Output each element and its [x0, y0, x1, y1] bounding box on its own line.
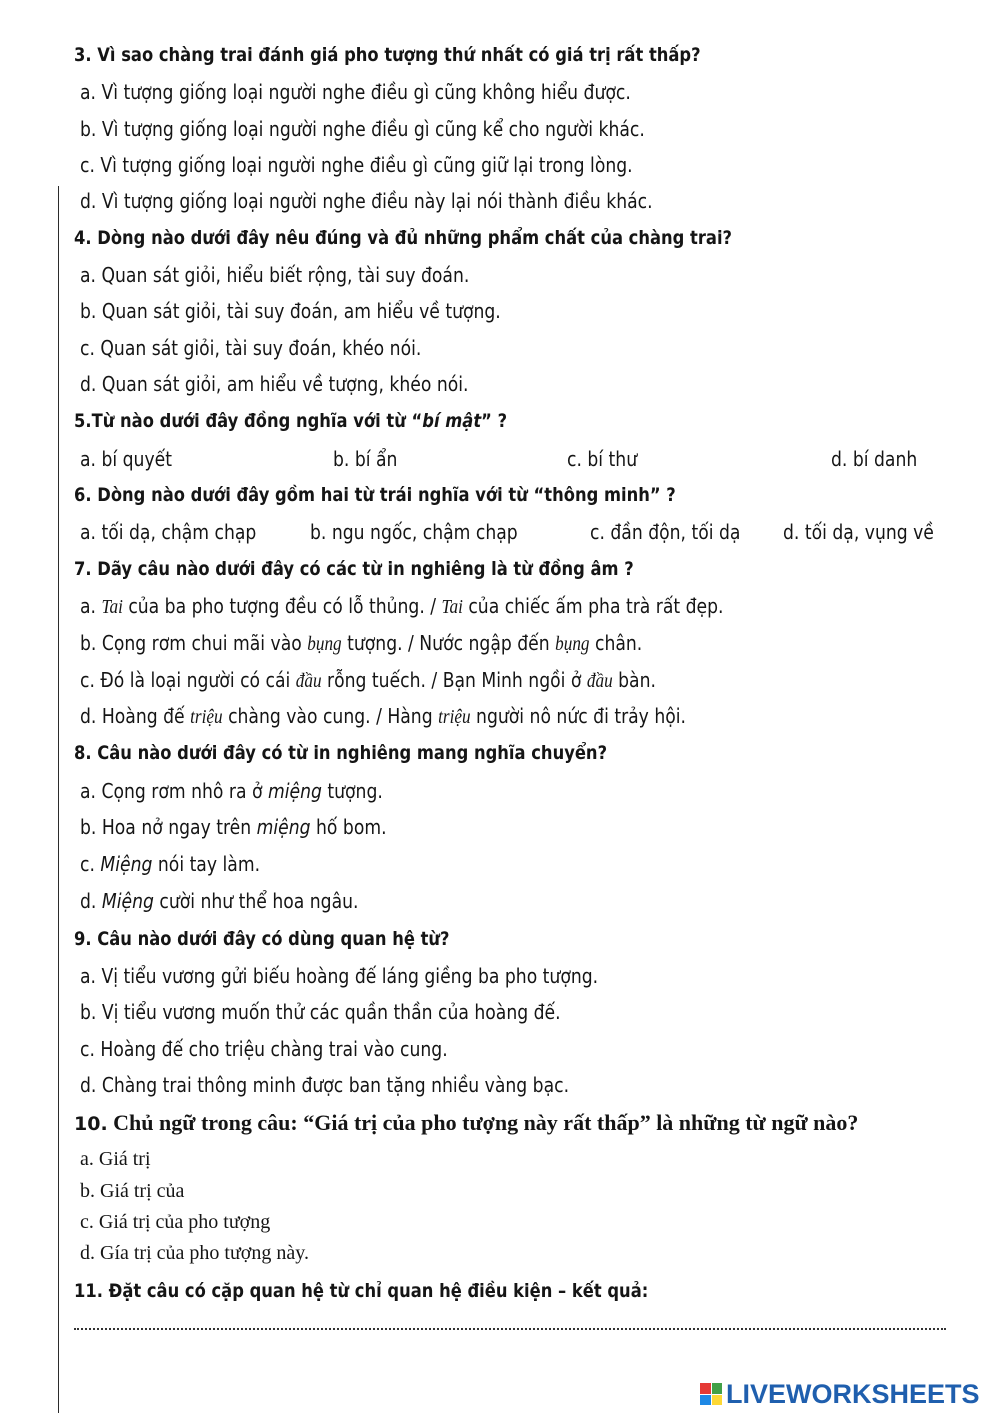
question-8-option-a[interactable]	[80, 779, 383, 803]
q8d-text-1: d.	[80, 889, 102, 913]
question-3-option-d[interactable]: d. Vì tượng giống loại người nghe điều này lại nói thành điều khác.	[80, 189, 653, 213]
q7b-emphasis-2: bụng	[555, 633, 590, 655]
question-10-number: 10.	[74, 1113, 108, 1135]
liveworksheets-logo-text: LIVEWORKSHEETS	[726, 1378, 980, 1409]
answer-dotted-line[interactable]	[74, 1328, 946, 1330]
q7a-text-3: của chiếc ấm pha trà rất đẹp.	[462, 594, 724, 618]
question-5-option-a[interactable]: a. bí quyết	[80, 447, 172, 471]
question-7-title: 7. Dãy câu nào dưới đây có các từ in nghiêng là từ đồng âm ?	[74, 558, 634, 580]
question-5-option-b[interactable]: b. bí ẩn	[333, 447, 398, 471]
question-4-option-d[interactable]: d. Quan sát giỏi, am hiểu về tượng, khéo nói.	[80, 372, 469, 396]
q8b-text-2: hố bom.	[310, 815, 387, 839]
question-6-option-b[interactable]: b. ngu ngốc, chậm chạp	[310, 520, 518, 544]
question-8-option-b[interactable]	[80, 815, 387, 839]
q8a-text-1: a. Cọng rơm nhô ra ở	[80, 779, 268, 803]
question-9-option-b[interactable]: b. Vị tiểu vương muốn thử các quần thần của hoàng đế.	[80, 1000, 561, 1024]
q8d-emphasis: Miệng	[101, 889, 154, 913]
question-6-option-a[interactable]: a. tối dạ, chậm chạp	[80, 520, 257, 544]
q7d-emphasis-1: triệu	[190, 706, 223, 728]
q7b-text-2: tượng. / Nước ngập đến	[341, 631, 556, 655]
question-5-title	[74, 410, 507, 432]
q7a-text-2: của ba pho tượng đều có lỗ thủng. /	[122, 594, 442, 618]
q7c-text-3: bàn.	[612, 668, 656, 692]
question-10-option-a[interactable]: a. Giá trị	[80, 1148, 151, 1170]
q7d-emphasis-2: triệu	[438, 706, 471, 728]
question-6-option-d[interactable]: d. tối dạ, vụng về	[783, 520, 934, 544]
question-10-title	[74, 1110, 858, 1136]
q7c-text-2: rỗng tuếch. / Bạn Minh ngồi ở	[321, 668, 587, 692]
q7c-emphasis-2: đầu	[586, 670, 613, 692]
q8b-emphasis: miệng	[256, 815, 311, 839]
question-4-option-c[interactable]: c. Quan sát giỏi, tài suy đoán, khéo nói.	[80, 336, 422, 360]
q8c-text-1: c.	[80, 852, 101, 876]
question-4-option-b[interactable]: b. Quan sát giỏi, tài suy đoán, am hiểu về tượng.	[80, 299, 501, 323]
question-8-title: 8. Câu nào dưới đây có từ in nghiêng mang nghĩa chuyển?	[74, 742, 608, 764]
q7b-emphasis-1: bụng	[307, 633, 342, 655]
q7d-text-3: người nô nức đi trảy hội.	[470, 704, 687, 728]
question-10-option-d[interactable]: d. Gía trị của pho tượng này.	[80, 1242, 309, 1264]
question-8-option-d[interactable]	[80, 889, 359, 913]
question-9-option-c[interactable]: c. Hoàng đế cho triệu chàng trai vào cung.	[80, 1037, 448, 1061]
q7c-text-1: c. Đó là loại người có cái	[80, 668, 296, 692]
q8a-text-2: tượng.	[321, 779, 383, 803]
question-7-option-a[interactable]	[80, 594, 723, 619]
question-7-option-b[interactable]	[80, 631, 642, 656]
q7a-text-1: a.	[80, 594, 102, 618]
q7b-text-3: chân.	[589, 631, 643, 655]
question-5-option-d[interactable]: d. bí danh	[831, 447, 918, 471]
question-3-option-a[interactable]: a. Vì tượng giống loại người nghe điều gì cũng không hiểu được.	[80, 80, 631, 104]
question-4-option-a[interactable]: a. Quan sát giỏi, hiểu biết rộng, tài suy đoán.	[80, 263, 470, 287]
q8b-text-1: b. Hoa nở ngay trên	[80, 815, 257, 839]
question-4-title: 4. Dòng nào dưới đây nêu đúng và đủ những phẩm chất của chàng trai?	[74, 227, 733, 249]
liveworksheets-logo	[700, 1378, 980, 1410]
question-3-title: 3. Vì sao chàng trai đánh giá pho tượng thứ nhất có giá trị rất thấp?	[74, 44, 701, 66]
q7a-emphasis-1: Tai	[101, 596, 123, 618]
question-6-option-c[interactable]: c. đần độn, tối dạ	[590, 520, 741, 544]
liveworksheets-logo-icon	[700, 1383, 722, 1405]
q8c-text-2: nói tay làm.	[152, 852, 261, 876]
question-8-option-c[interactable]	[80, 852, 260, 876]
q7d-text-2: chàng vào cung. / Hàng	[222, 704, 439, 728]
question-9-option-d[interactable]: d. Chàng trai thông minh được ban tặng nhiều vàng bạc.	[80, 1073, 570, 1097]
question-9-option-a[interactable]: a. Vị tiểu vương gửi biếu hoàng đế láng giềng ba pho tượng.	[80, 964, 599, 988]
question-7-option-c[interactable]	[80, 668, 656, 693]
question-10-text: Chủ ngữ trong câu: “Giá trị của pho tượng này rất thấp” là những từ ngữ nào?	[107, 1110, 859, 1135]
q7a-emphasis-2: Tai	[441, 596, 463, 618]
question-5-option-c[interactable]: c. bí thư	[567, 447, 638, 471]
question-10-option-c[interactable]: c. Giá trị của pho tượng	[80, 1211, 271, 1233]
q7c-emphasis-1: đầu	[295, 670, 322, 692]
question-7-option-d[interactable]	[80, 704, 686, 729]
question-5-title-suffix: ” ?	[481, 410, 508, 432]
question-3-option-b[interactable]: b. Vì tượng giống loại người nghe điều gì cũng kể cho người khác.	[80, 117, 645, 141]
question-6-title: 6. Dòng nào dưới đây gồm hai từ trái nghĩa với từ “thông minh” ?	[74, 484, 676, 506]
question-9-title: 9. Câu nào dưới đây có dùng quan hệ từ?	[74, 928, 450, 950]
q8c-emphasis: Miệng	[100, 852, 153, 876]
question-5-title-emphasis: bí mật	[422, 410, 482, 432]
question-10-option-b[interactable]: b. Giá trị của	[80, 1180, 185, 1202]
q7d-text-1: d. Hoàng đế	[80, 704, 191, 728]
question-5-title-prefix: 5.Từ nào dưới đây đồng nghĩa với từ “	[74, 410, 423, 432]
question-3-option-c[interactable]: c. Vì tượng giống loại người nghe điều gì cũng giữ lại trong lòng.	[80, 153, 633, 177]
q7b-text-1: b. Cọng rơm chui mãi vào	[80, 631, 308, 655]
q8d-text-2: cười như thể hoa ngâu.	[153, 889, 359, 913]
question-11-title: 11. Đặt câu có cặp quan hệ từ chỉ quan hệ điều kiện – kết quả:	[74, 1280, 649, 1302]
q8a-emphasis: miệng	[267, 779, 322, 803]
left-margin-rule	[58, 186, 59, 1413]
